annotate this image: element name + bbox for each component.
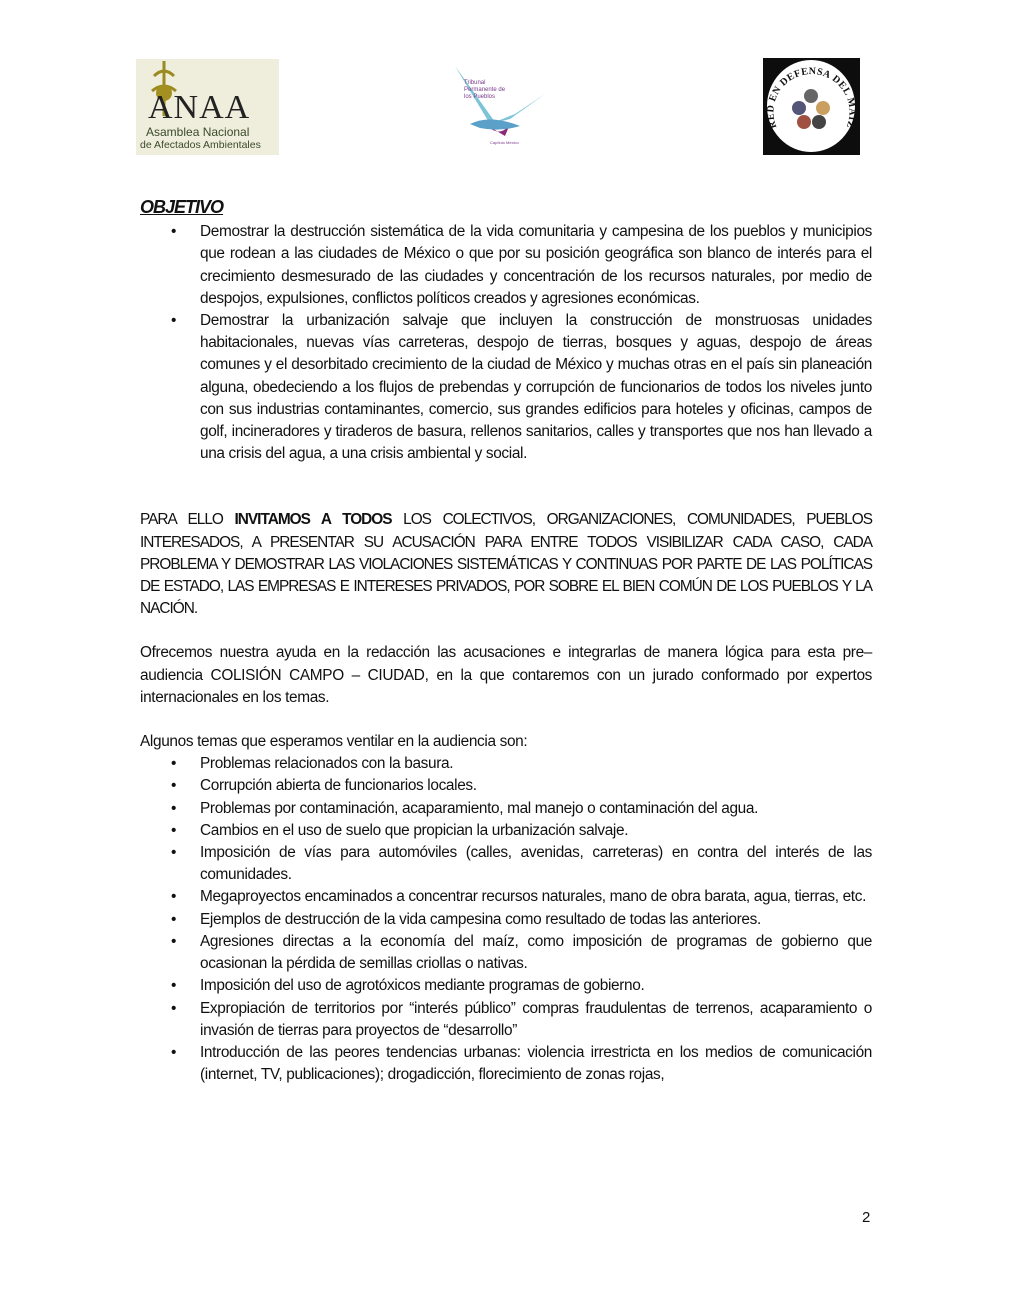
tribunal-logo — [450, 64, 550, 148]
tribunal-text: Tribunal Permanente de los Pueblos — [464, 80, 506, 100]
invitation-post: LOS COLECTIVOS, ORGANIZACIONES, COMUNIDADES, PUEBLOS INTERESADOS, A PRESENTAR SU ACUSACIÓN PARA ENTRE TODOS VISIBILIZAR CADA CASO, CADA PROBLEMA Y DEMOSTRAR LAS VIOLACIONES SISTEMÁTICAS Y CONTINUAS POR PARTE DE LAS POLÍTICAS DE ESTADO, LAS EMPRESAS E INTERESES PRIVADOS, POR SOBRE EL BIEN COMÚN DE LOS PUEBLOS Y LA NACIÓN. — [140, 511, 872, 618]
section-title: OBJETIVO — [140, 197, 224, 217]
list-item: • Problemas relacionados con la basura. — [140, 753, 872, 775]
list-item: • Ejemplos de destrucción de la vida campesina como resultado de todas las anteriores. — [140, 909, 872, 931]
page-number: 2 — [862, 1209, 871, 1226]
objectives-list — [140, 221, 872, 465]
list-item: • Problemas por contaminación, acaparamiento, mal manejo o contaminación del agua. — [140, 798, 872, 820]
anaa-acronym: ANAA — [148, 89, 251, 126]
topics-intro: Algunos temas que esperamos ventilar en la audiencia son: — [140, 733, 528, 751]
tribunal-caption: Capítulo México — [490, 140, 519, 145]
maize-seal-icon — [763, 58, 860, 155]
invitation-bold: INVITAMOS A TODOS — [234, 511, 392, 529]
list-item: • Agresiones directas a la economía del maíz, como imposición de programas de gobierno que ocasionan la pérdida de semillas criollas o nativas. — [140, 931, 872, 975]
list-item: • Imposición del uso de agrotóxicos mediante programas de gobierno. — [140, 975, 872, 997]
list-item: • Corrupción abierta de funcionarios locales. — [140, 775, 872, 797]
invitation-paragraph — [140, 509, 872, 620]
offer-paragraph: Ofrecemos nuestra ayuda en la redacción las acusaciones e integrarlas de manera lógica para esta pre–audiencia COLISIÓN CAMPO – CIUDAD, en la que contaremos con un jurado conformado por expertos internacionales en los temas. — [140, 644, 872, 706]
document-body — [140, 196, 872, 1086]
list-item: • Expropiación de territorios por “interés público” compras fraudulentas de terrenos, acaparamiento o invasión de tierras para proyectos de “desarrollo” — [140, 998, 872, 1042]
hummingbird-icon — [450, 64, 550, 148]
red-maiz-text: RED EN DEFENSA DEL MAÍZ — [765, 65, 858, 130]
list-item: • Megaproyectos encaminados a concentrar recursos naturales, mano de obra barata, agua, tierras, etc. — [140, 886, 872, 908]
list-item: • Introducción de las peores tendencias urbanas: violencia irrestricta en los medios de comunicación (internet, TV, publicaciones); drogadicción, florecimiento de zonas rojas, — [140, 1042, 872, 1086]
anaa-logo — [136, 59, 279, 155]
topics-list — [140, 753, 872, 1086]
red-maiz-logo — [763, 58, 860, 155]
header-logos — [0, 58, 1013, 158]
list-item: • Cambios en el uso de suelo que propician la urbanización salvaje. — [140, 820, 872, 842]
list-item: • Demostrar la destrucción sistemática de la vida comunitaria y campesina de los pueblos y municipios que rodean a las ciudades de México o que por su posición geográfica son blanco de interés para el crecimiento desmesurado de las ciudades y concentración de los recursos naturales, por medio de despojos, expulsiones, conflictos políticos creados y agresiones económicas. — [140, 221, 872, 310]
list-item: • Demostrar la urbanización salvaje que incluyen la construcción de monstruosas unidades habitacionales, nuevas vías carreteras, despojo de tierras, bosques y aguas, despojo de áreas comunes y el desorbitado crecimiento de la ciudad de México y muchas otras en el país sin planeación alguna, obedeciendo a los flujos de prebendas y corrupción de funcionarios de todos los niveles junto con sus industrias contaminantes, comercio, sus grandes edificios para hoteles y oficinas, campos de golf, incineradores y tiraderos de basura, rellenos sanitarios, calles y transportes que nos han llevado a una crisis del agua, a una crisis ambiental y social. — [140, 310, 872, 465]
invitation-pre: PARA ELLO — [140, 511, 235, 529]
anaa-line1: Asamblea Nacional — [146, 125, 250, 139]
anaa-line2: de Afectados Ambientales — [140, 139, 261, 151]
list-item: • Imposición de vías para automóviles (calles, avenidas, carreteras) en contra del interés de las comunidades. — [140, 842, 872, 886]
